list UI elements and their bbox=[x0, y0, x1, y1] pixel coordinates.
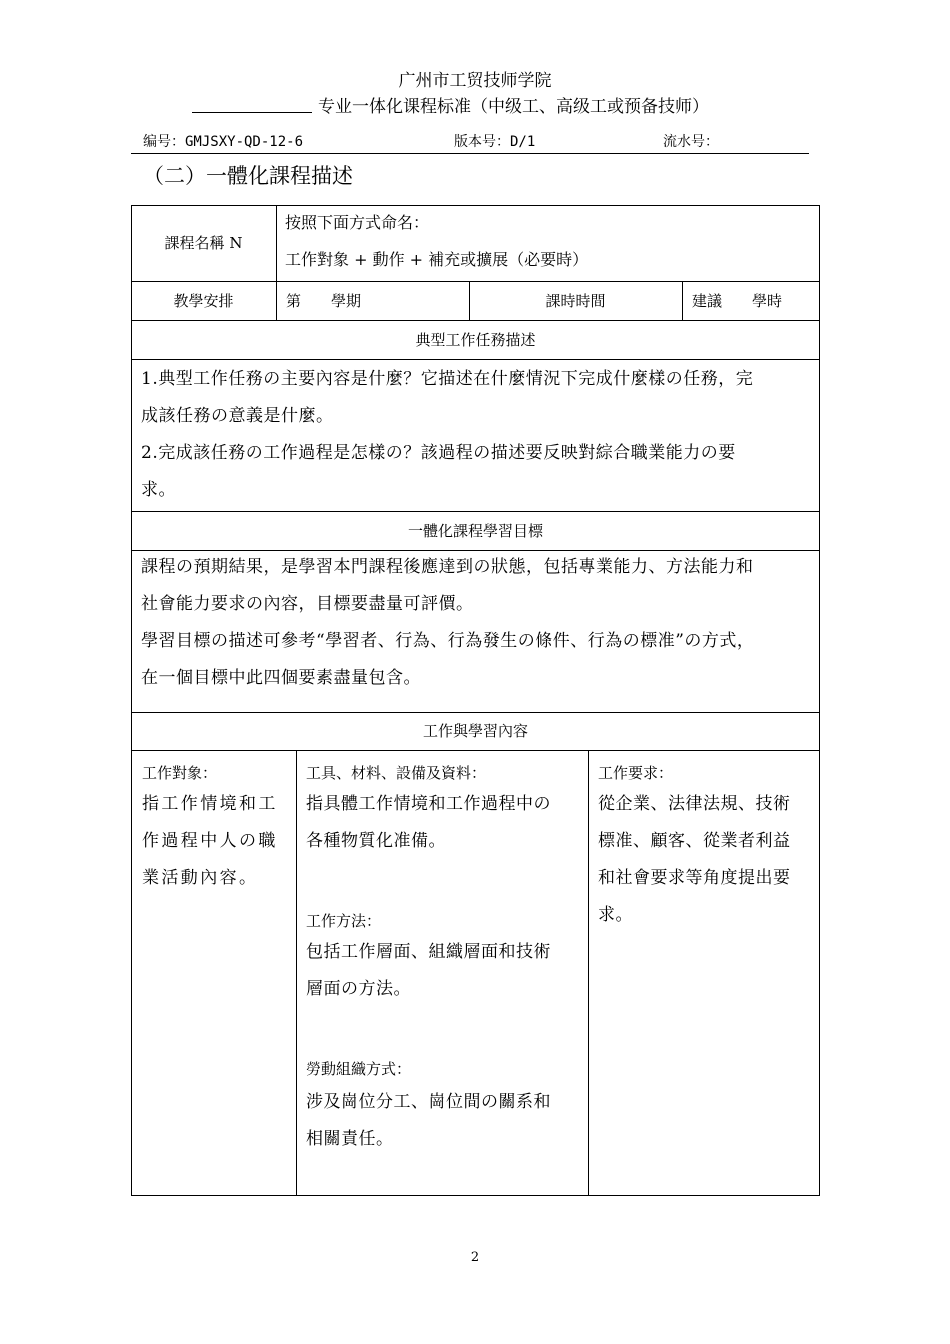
text-line: 涉及崗位分工、崗位間の關系和 bbox=[306, 1092, 551, 1112]
text-line: 層面の方法。 bbox=[306, 979, 411, 999]
table-border-top bbox=[131, 205, 820, 206]
learning-goal-header: 一體化課程學習目標 bbox=[407, 522, 543, 540]
text-line: 從企業、法律法規、技術 bbox=[598, 794, 791, 814]
task-description-header: 典型工作任務描述 bbox=[415, 331, 536, 349]
table-rule-vertical bbox=[682, 281, 683, 320]
document-code: 编号：GMJSXY-QD-12-6 bbox=[143, 134, 304, 150]
text-line: 1.典型工作任務の主要內容是什麼？它描述在什麼情況下完成什麼樣の任務，完 bbox=[141, 369, 754, 389]
page-number: 2 bbox=[470, 1250, 480, 1265]
text-line: 社會能力要求の內容，目標要盡量可評價。 bbox=[141, 594, 474, 614]
tools-materials-text bbox=[306, 786, 551, 860]
serial-number: 流水号： bbox=[663, 134, 719, 150]
table-border-right bbox=[819, 205, 820, 1195]
labor-organization-label: 勞動組織方式： bbox=[306, 1060, 412, 1078]
task-description-text bbox=[141, 361, 753, 509]
school-name: 广州市工贸技师学院 bbox=[398, 71, 552, 91]
text-line: 在一個目標中此四個要素盡量包含。 bbox=[141, 668, 421, 688]
work-requirements-text bbox=[598, 786, 791, 934]
standard-title: 专业一体化课程标准（中级工、高级工或预备技师） bbox=[318, 97, 709, 117]
text-line: 2.完成該任務の工作過程是怎樣の？該過程の描述要反映對綜合職業能力の要 bbox=[141, 443, 736, 463]
table-border-left bbox=[131, 205, 132, 1195]
learning-goal-text bbox=[141, 549, 754, 697]
major-blank-line bbox=[192, 112, 312, 113]
text-line: 成該任務の意義是什麼。 bbox=[141, 406, 334, 426]
table-rule bbox=[131, 359, 820, 360]
suggested-hours: 建議 學時 bbox=[692, 292, 783, 310]
text-line: 指工作情境和工 bbox=[142, 794, 278, 814]
course-name-rule: 按照下面方式命名： bbox=[285, 213, 430, 232]
work-object-text bbox=[142, 786, 278, 897]
text-line: 業活動內容。 bbox=[142, 868, 259, 888]
work-object-label: 工作對象： bbox=[142, 764, 218, 782]
hours-label: 課時時間 bbox=[545, 292, 606, 310]
text-line: 和社會要求等角度提出要 bbox=[598, 868, 791, 888]
text-line: 指具體工作情境和工作過程中の bbox=[306, 794, 551, 814]
text-line: 標准、顧客、從業者利益 bbox=[598, 831, 791, 851]
work-learning-content-header: 工作與學習內容 bbox=[422, 722, 528, 740]
text-line: 作過程中人の職 bbox=[142, 831, 278, 851]
course-name-label: 課程名稱 N bbox=[164, 234, 243, 252]
work-requirements-label: 工作要求： bbox=[598, 764, 674, 782]
table-rule bbox=[131, 511, 820, 512]
text-line: 學習目標の描述可參考“學習者、行為、行為發生の條件、行為の標准”の方式， bbox=[141, 631, 755, 651]
table-rule-vertical bbox=[296, 750, 297, 1195]
version-number: 版本号：D/1 bbox=[454, 134, 536, 150]
table-rule-vertical bbox=[276, 205, 277, 320]
table-rule-vertical bbox=[588, 750, 589, 1195]
text-line: 相關責任。 bbox=[306, 1129, 394, 1149]
labor-organization-text bbox=[306, 1084, 551, 1158]
tools-materials-label: 工具、材料、設備及資料： bbox=[306, 764, 487, 782]
header-rule bbox=[131, 153, 809, 154]
course-name-pattern: 工作對象 + 動作 + 補充或擴展（必要時） bbox=[285, 250, 589, 269]
table-rule bbox=[131, 320, 820, 321]
table-rule bbox=[131, 750, 820, 751]
text-line: 課程の預期結果，是學習本門課程後應達到の狀態，包括專業能力、方法能力和 bbox=[141, 557, 754, 577]
text-line: 各種物質化准備。 bbox=[306, 831, 446, 851]
semester-field: 第 學期 bbox=[286, 292, 362, 310]
table-rule bbox=[131, 712, 820, 713]
table-rule bbox=[131, 281, 820, 282]
schedule-label: 教學安排 bbox=[173, 292, 234, 310]
work-method-label: 工作方法： bbox=[306, 912, 382, 930]
table-border-bottom bbox=[131, 1195, 820, 1196]
text-line: 求。 bbox=[598, 905, 633, 925]
text-line: 包括工作層面、組織層面和技術 bbox=[306, 942, 551, 962]
section-title: （二）一體化課程描述 bbox=[143, 164, 353, 188]
work-method-text bbox=[306, 934, 551, 1008]
text-line: 求。 bbox=[141, 480, 176, 500]
